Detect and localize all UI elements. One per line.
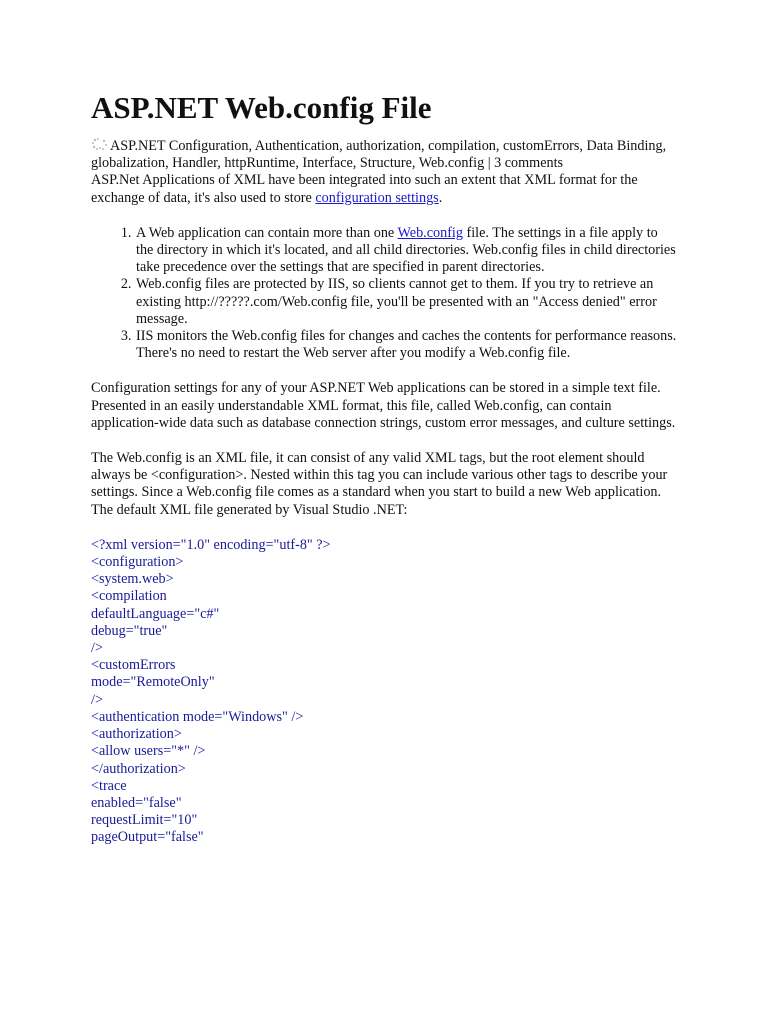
page-title: ASP.NET Web.config File <box>91 90 432 125</box>
code-line: /> <box>91 640 103 657</box>
code-line: <compilation <box>91 588 167 605</box>
paragraph-configuration-settings: Configuration settings for any of your ASP.NET Web applications can be stored in a simple text file. Presented in an easily understandable XML format, this file, called Web.config, can contain application-wide data such as database connection strings, custom error messages, and culture settings. <box>91 380 676 431</box>
code-line: <configuration> <box>91 554 184 571</box>
intro-text-after: . <box>438 189 443 206</box>
code-line: <authentication mode="Windows" /> <box>91 708 304 725</box>
paragraph-default-xml: The default XML file generated by Visual Studio .NET: <box>91 501 408 518</box>
list-item-text: A Web application can contain more than one <box>136 224 398 241</box>
post-meta-text: ASP.NET Configuration, Authentication, authorization, compilation, customErrors, Data Binding, globalization, Handler, httpRuntime, Interface, Structure, Web.config | 3 comments <box>91 138 667 172</box>
code-line: requestLimit="10" <box>91 812 198 829</box>
code-line: defaultLanguage="c#" <box>91 605 220 622</box>
code-line: <allow users="*" /> <box>91 743 206 760</box>
code-line: pageOutput="false" <box>91 829 204 846</box>
code-line: mode="RemoteOnly" <box>91 674 215 691</box>
code-line: <trace <box>91 777 127 794</box>
paragraph-web-config-xml: The Web.config is an XML file, it can consist of any valid XML tags, but the root element should always be <configuration>. Nested within this tag you can include various other tags to describe your settings. Since a Web.config file comes as a standard when you start to build a new Web application. <box>91 450 668 501</box>
list-item: 2. Web.config files are protected by IIS, so clients cannot get to them. If you try to retrieve an existing http://?????.com/Web.config file, you'll be presented with an "Access denied" error message. <box>135 276 678 328</box>
web-config-link[interactable]: Web.config <box>397 224 463 241</box>
code-line: /> <box>91 691 103 708</box>
code-line: <customErrors <box>91 657 176 674</box>
list-item: 3. IIS monitors the Web.config files for changes and caches the contents for performance reasons. There's no need to restart the Web server after you modify a Web.config file. <box>135 328 678 362</box>
code-line: <?xml version="1.0" encoding="utf-8" ?> <box>91 536 331 553</box>
code-line: <system.web> <box>91 571 174 588</box>
intro-text-before: ASP.Net Applications of XML have been integrated into such an extent that XML format for the exchange of data, it's also used to store <box>91 172 638 206</box>
list-item <box>135 225 678 277</box>
post-meta <box>91 137 678 207</box>
list-item-text: file. The settings in a file apply to the directory in which it's located, and all child directories. Web.config files in child directories take precedence over the settings that are specified in parent directories. <box>136 224 676 276</box>
xml-code-block <box>91 537 678 847</box>
code-line: enabled="false" <box>91 794 182 811</box>
loading-spinner-icon <box>91 137 109 151</box>
configuration-settings-link[interactable]: configuration settings <box>315 189 439 206</box>
code-line: <authorization> <box>91 726 182 743</box>
code-line: debug="true" <box>91 622 168 639</box>
code-line: </authorization> <box>91 760 186 777</box>
facts-list <box>91 225 678 363</box>
